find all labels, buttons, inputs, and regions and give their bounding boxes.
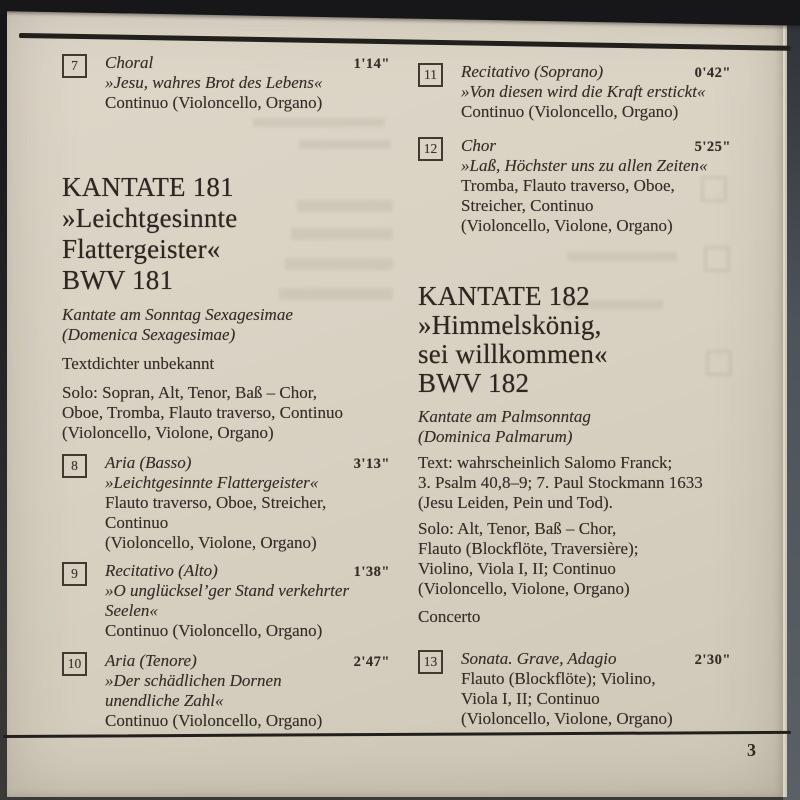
cantata-heading-line: sei willkommen« xyxy=(418,339,608,369)
track-title: Choral xyxy=(105,53,154,72)
text-source-line: (Jesu Leiden, Pein und Tod). xyxy=(418,493,613,512)
librettist-note: Textdichter unbekannt xyxy=(62,354,215,373)
cantata-182-heading xyxy=(418,282,733,398)
scoring-line: Solo: Sopran, Alt, Tenor, Baß – Chor, xyxy=(62,383,317,402)
cantata-heading-line: BWV 182 xyxy=(418,368,530,398)
track-duration: 2'47" xyxy=(353,654,390,670)
text-source-note xyxy=(418,453,733,513)
cantata-occasion-line: (Domenica Sexagesimae) xyxy=(62,325,236,344)
scoring-line: Flauto (Blockflöte, Traversière); xyxy=(418,539,639,558)
track-duration: 2'30" xyxy=(694,652,731,668)
cantata-occasion xyxy=(418,407,733,447)
track-instrument-line: Tromba, Flauto traverso, Oboe, xyxy=(461,176,675,195)
track-instrument-line: Streicher, Continuo xyxy=(461,196,594,215)
scoring-line: (Violoncello, Violone, Organo) xyxy=(418,579,630,598)
track-quote-line: »Jesu, wahres Brot des Lebens« xyxy=(105,73,323,92)
bottom-rule xyxy=(3,731,791,738)
track-title: Recitativo (Soprano) xyxy=(461,62,604,81)
cantata-182-section xyxy=(418,282,733,627)
page-number: 3 xyxy=(747,740,756,760)
cantata-heading-line: KANTATE 181 xyxy=(62,172,234,202)
cantata-scoring xyxy=(418,519,733,599)
track-13 xyxy=(418,649,733,729)
track-duration: 5'25" xyxy=(694,139,731,155)
track-instrument-line: (Violoncello, Violone, Organo) xyxy=(461,216,673,235)
scoring-line: Oboe, Tromba, Flauto traverso, Continuo xyxy=(62,403,343,422)
track-quote-line: »Von diesen wird die Kraft erstickt« xyxy=(461,82,706,101)
track-11 xyxy=(418,62,733,122)
booklet-page xyxy=(7,0,785,797)
track-instrument-line: Continuo xyxy=(105,513,169,532)
cantata-occasion-line: Kantate am Sonntag Sexagesimae xyxy=(62,305,293,324)
track-title: Chor xyxy=(461,136,496,155)
track-instrument-line: (Violoncello, Violone, Organo) xyxy=(105,533,317,552)
track-9 xyxy=(62,561,392,641)
track-number-box: 7 xyxy=(62,54,87,78)
track-8 xyxy=(62,453,392,553)
track-duration: 1'38" xyxy=(353,564,390,580)
cantata-heading-line: »Himmelskönig, xyxy=(418,310,602,340)
track-quote-line: unendliche Zahl« xyxy=(105,691,224,710)
track-title: Aria (Tenore) xyxy=(105,651,197,670)
text-source-line: Text: wahrscheinlich Salomo Franck; xyxy=(418,453,673,472)
track-quote-line: »Der schädlichen Dornen xyxy=(105,671,282,690)
track-12 xyxy=(418,136,733,236)
left-column xyxy=(62,53,392,731)
page-edge-highlight xyxy=(783,0,787,797)
track-quote-line: Seelen« xyxy=(105,601,158,620)
track-instrument-line: Continuo (Violoncello, Organo) xyxy=(105,711,323,730)
track-number-box: 9 xyxy=(62,562,87,586)
track-title: Recitativo (Alto) xyxy=(105,561,218,580)
cantata-occasion xyxy=(62,305,392,345)
track-7 xyxy=(62,53,392,113)
right-column xyxy=(418,62,733,729)
track-instrument-line: Continuo (Violoncello, Organo) xyxy=(105,93,323,112)
cantata-occasion-line: Kantate am Palmsonntag xyxy=(418,407,591,426)
track-number-box: 13 xyxy=(418,650,443,674)
track-quote-line: »Laß, Höchster uns zu allen Zeiten« xyxy=(461,156,708,175)
cantata-181-heading xyxy=(62,172,392,296)
track-title: Sonata. Grave, Adagio xyxy=(461,649,617,668)
scoring-line: Violino, Viola I, II; Continuo xyxy=(418,559,616,578)
text-source-line: 3. Psalm 40,8–9; 7. Paul Stockmann 1633 xyxy=(418,473,703,492)
track-instrument-line: Viola I, II; Continuo xyxy=(461,689,600,708)
track-10 xyxy=(62,651,392,731)
cantata-occasion-line: (Dominica Palmarum) xyxy=(418,427,573,446)
track-quote-line: »Leichtgesinnte Flattergeister« xyxy=(105,473,319,492)
track-duration: 0'42" xyxy=(694,65,731,81)
track-instrument-line: Flauto traverso, Oboe, Streicher, xyxy=(105,493,327,512)
cantata-heading-line: BWV 181 xyxy=(62,265,174,295)
track-instrument-line: Continuo (Violoncello, Organo) xyxy=(105,621,323,640)
cantata-heading-line: Flattergeister« xyxy=(62,234,221,264)
cantata-heading-line: KANTATE 182 xyxy=(418,281,590,311)
cantata-heading-line: »Leichtgesinnte xyxy=(62,203,238,233)
concerto-label: Concerto xyxy=(418,607,481,626)
track-title: Aria (Basso) xyxy=(105,453,192,472)
track-number-box: 10 xyxy=(62,652,87,676)
track-instrument-line: (Violoncello, Violone, Organo) xyxy=(461,709,673,728)
top-edge-shadow xyxy=(0,0,800,27)
track-number-box: 11 xyxy=(418,63,443,87)
track-instrument-line: Continuo (Violoncello, Organo) xyxy=(461,102,679,121)
scoring-line: (Violoncello, Violone, Organo) xyxy=(62,423,274,442)
top-rule xyxy=(19,33,791,50)
track-duration: 1'14" xyxy=(353,56,390,72)
track-instrument-line: Flauto (Blockflöte); Violino, xyxy=(461,669,656,688)
track-number-box: 8 xyxy=(62,454,87,478)
track-quote-line: »O unglücksel’ger Stand verkehrter xyxy=(105,581,350,600)
scoring-line: Solo: Alt, Tenor, Baß – Chor, xyxy=(418,519,617,538)
track-number-box: 12 xyxy=(418,137,443,161)
cantata-scoring xyxy=(62,383,392,443)
cantata-181-section xyxy=(62,172,392,443)
track-duration: 3'13" xyxy=(353,456,390,472)
